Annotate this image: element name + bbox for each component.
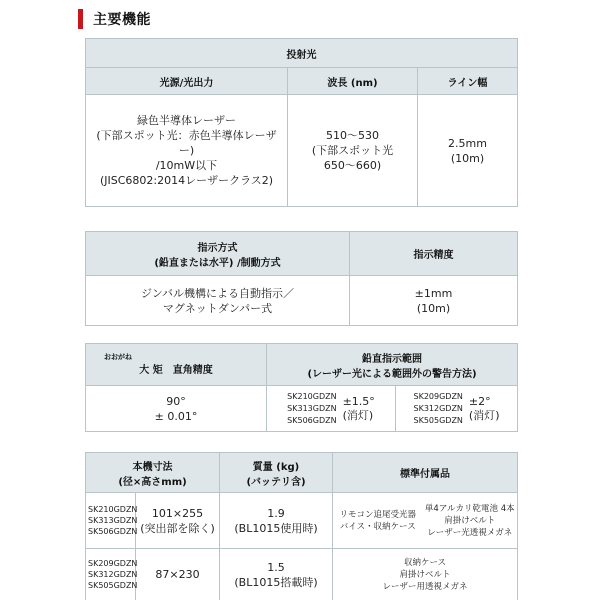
heading-accent-bar <box>78 9 83 29</box>
square-range-table <box>85 343 518 432</box>
header-vertical-range: 鉛直指示範囲 (レーザー光による範囲外の警告方法) <box>267 344 518 386</box>
range-group-2 <box>396 386 518 432</box>
header-square-text: 大 矩 直角精度 <box>139 365 213 376</box>
header-line-width: ライン幅 <box>418 68 518 95</box>
range-group-2-models: SK209GDZN SK312GDZN SK505GDZN <box>413 391 463 425</box>
wavelength-value: 510〜530 (下部スポット光 650〜660) <box>288 95 418 207</box>
section-heading <box>78 8 151 30</box>
header-accessories: 標準付属品 <box>333 453 518 493</box>
indication-method-value: ジンバル機構による自動指示／ マグネットダンパー式 <box>86 276 350 326</box>
header-weight: 質量 (kg) (バッテリ含) <box>220 453 333 493</box>
row1-models: SK210GDZN SK313GDZN SK506GDZN <box>86 493 136 549</box>
indication-table <box>85 231 518 326</box>
row1-size: 101×255 (突出部を除く) <box>136 493 220 549</box>
row1-weight: 1.9 (BL1015使用時) <box>220 493 333 549</box>
header-square-accuracy <box>86 344 267 386</box>
row1-accessories-right: 単4アルカリ乾電池 4本 肩掛けベルト レーザー光透視メガネ <box>423 493 518 549</box>
projection-light-title: 投射光 <box>86 39 518 68</box>
dimensions-table <box>85 452 518 600</box>
light-source-value: 緑色半導体レーザー (下部スポット光：赤色半導体レーザー) /10mW以下 (JISC6802:2014レーザークラス2) <box>86 95 288 207</box>
header-wavelength: 波長 (nm) <box>288 68 418 95</box>
heading-title: 主要機能 <box>93 12 151 28</box>
square-accuracy-value: 90° ± 0.01° <box>86 386 267 432</box>
row1-accessories-left: リモコン追尾受光器 バイス・収納ケース <box>333 493 423 549</box>
header-dimensions: 本機寸法 (径×高さmm) <box>86 453 220 493</box>
range-group-2-value: ±2° (消灯) <box>468 394 500 422</box>
line-width-value: 2.5mm (10m) <box>418 95 518 207</box>
header-light-source: 光源/光出力 <box>86 68 288 95</box>
row2-weight: 1.5 (BL1015搭載時) <box>220 549 333 600</box>
range-group-1 <box>267 386 396 432</box>
header-ruby: おおがね <box>104 353 132 361</box>
header-indication-accuracy: 指示精度 <box>350 232 518 276</box>
row2-accessories: 収納ケース 肩掛けベルト レーザー用透視メガネ <box>333 549 518 600</box>
row2-models: SK209GDZN SK312GDZN SK505GDZN <box>86 549 136 600</box>
indication-accuracy-value: ±1mm (10m) <box>350 276 518 326</box>
projection-light-table <box>85 38 518 207</box>
row2-size: 87×230 <box>136 549 220 600</box>
header-indication-method: 指示方式 (鉛直または水平) /制動方式 <box>86 232 350 276</box>
range-group-1-models: SK210GDZN SK313GDZN SK506GDZN <box>287 391 337 425</box>
range-group-1-value: ±1.5° (消灯) <box>342 394 375 422</box>
